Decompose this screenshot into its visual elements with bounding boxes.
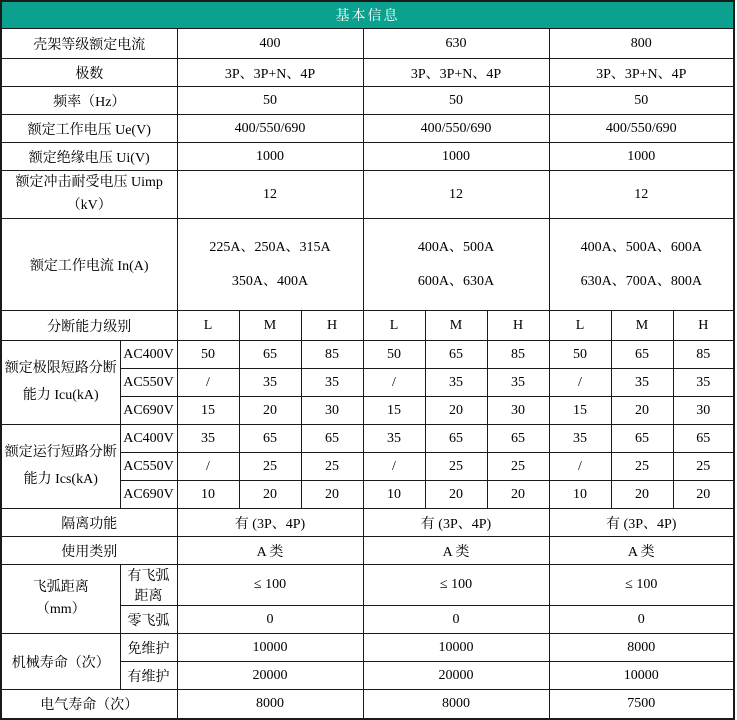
- cell-ics: 65: [487, 425, 549, 453]
- sub-label-icu-ac400v: AC400V: [120, 341, 177, 369]
- cell-ue-800: 400/550/690: [549, 115, 734, 143]
- cell-in-630: [363, 219, 549, 311]
- arc-label-line2: （mm）: [35, 602, 86, 617]
- table-row: [1, 509, 734, 537]
- sub-label-icu-ac690v: AC690V: [120, 397, 177, 425]
- cell-icu: 20: [425, 397, 487, 425]
- cell-ics: 65: [239, 425, 301, 453]
- cell-ics: 20: [425, 481, 487, 509]
- row-label-uimp: [1, 171, 177, 219]
- row-label-ics: 额定运行短路分断能力 Ics(kA): [1, 425, 120, 509]
- table-row: [1, 87, 734, 115]
- cell-category-630: A 类: [363, 537, 549, 565]
- cell-uimp-800: 12: [549, 171, 734, 219]
- table-row: [1, 311, 734, 341]
- row-label-isolation: 隔离功能: [1, 509, 177, 537]
- cell-icu: 35: [301, 369, 363, 397]
- cell-isolation-800: 有 (3P、4P): [549, 509, 734, 537]
- cell-in-400: [177, 219, 363, 311]
- cell-frequency-630: 50: [363, 87, 549, 115]
- cell-icu: 50: [549, 341, 611, 369]
- cell-ics: 35: [363, 425, 425, 453]
- table-row: [1, 537, 734, 565]
- cell-level: H: [301, 311, 363, 341]
- cell-isolation-400: 有 (3P、4P): [177, 509, 363, 537]
- cell-icu: 15: [177, 397, 239, 425]
- sub-label-ics-ac400v: AC400V: [120, 425, 177, 453]
- cell-icu: 20: [611, 397, 673, 425]
- cell-icu: 85: [301, 341, 363, 369]
- cell-level: L: [363, 311, 425, 341]
- cell-mech-free-400: 10000: [177, 634, 363, 662]
- in-630-line1: 400A、500A: [417, 239, 495, 255]
- row-label-breaking-level: 分断能力级别: [1, 311, 177, 341]
- cell-icu: 35: [425, 369, 487, 397]
- cell-category-800: A 类: [549, 537, 734, 565]
- cell-ics: 25: [673, 453, 734, 481]
- table-row: [1, 565, 734, 606]
- cell-icu: 35: [487, 369, 549, 397]
- cell-ics: 20: [673, 481, 734, 509]
- cell-ics: 25: [239, 453, 301, 481]
- row-label-ui: 额定绝缘电压 Ui(V): [1, 143, 177, 171]
- cell-poles-800: 3P、3P+N、4P: [549, 59, 734, 87]
- cell-icu: /: [177, 369, 239, 397]
- cell-arc-630: ≤ 100: [363, 565, 549, 606]
- cell-ics: 65: [611, 425, 673, 453]
- table-row: [1, 115, 734, 143]
- cell-ics: 20: [487, 481, 549, 509]
- cell-elec-630: 8000: [363, 690, 549, 719]
- cell-ics: 10: [549, 481, 611, 509]
- row-label-mech-life: 机械寿命（次）: [1, 634, 120, 690]
- in-800-line2: 630A、700A、800A: [580, 273, 702, 289]
- cell-icu: 30: [673, 397, 734, 425]
- sub-label-ics-ac690v: AC690V: [120, 481, 177, 509]
- cell-isolation-630: 有 (3P、4P): [363, 509, 549, 537]
- table-row: [1, 143, 734, 171]
- cell-uimp-400: 12: [177, 171, 363, 219]
- uimp-label-line2: （kV）: [66, 197, 112, 213]
- cell-mech-free-630: 10000: [363, 634, 549, 662]
- sub-label-ics-ac550v: AC550V: [120, 453, 177, 481]
- cell-icu: 15: [363, 397, 425, 425]
- cell-icu: 35: [611, 369, 673, 397]
- cell-arc-zero-400: 0: [177, 606, 363, 634]
- cell-poles-400: 3P、3P+N、4P: [177, 59, 363, 87]
- cell-elec-800: 7500: [549, 690, 734, 719]
- in-630-line2: 600A、630A: [417, 273, 495, 289]
- cell-frequency-800: 50: [549, 87, 734, 115]
- cell-mech-maint-400: 20000: [177, 662, 363, 690]
- cell-level: M: [239, 311, 301, 341]
- cell-frame-current-400: 400: [177, 29, 363, 59]
- sub-label-mech-maint: 有维护: [120, 662, 177, 690]
- cell-ics: /: [363, 453, 425, 481]
- cell-ics: 25: [301, 453, 363, 481]
- cell-ics: 35: [549, 425, 611, 453]
- cell-level: H: [487, 311, 549, 341]
- table-row: [1, 29, 734, 59]
- table-row: [1, 59, 734, 87]
- cell-mech-free-800: 8000: [549, 634, 734, 662]
- table-row: [1, 634, 734, 662]
- table-row: [1, 171, 734, 219]
- in-800-line1: 400A、500A、600A: [580, 239, 702, 255]
- cell-ics: 20: [611, 481, 673, 509]
- cell-icu: 30: [487, 397, 549, 425]
- cell-poles-630: 3P、3P+N、4P: [363, 59, 549, 87]
- cell-icu: 50: [177, 341, 239, 369]
- row-label-elec-life: 电气寿命（次）: [1, 690, 177, 719]
- cell-elec-400: 8000: [177, 690, 363, 719]
- cell-icu: 65: [611, 341, 673, 369]
- in-400-line2: 350A、400A: [231, 273, 309, 289]
- cell-in-800: [549, 219, 734, 311]
- cell-level: L: [177, 311, 239, 341]
- cell-ue-630: 400/550/690: [363, 115, 549, 143]
- table-title: 基本信息: [1, 1, 734, 29]
- row-label-poles: 极数: [1, 59, 177, 87]
- cell-ui-400: 1000: [177, 143, 363, 171]
- cell-ics: 20: [239, 481, 301, 509]
- row-label-icu: 额定极限短路分断能力 Icu(kA): [1, 341, 120, 425]
- cell-icu: /: [549, 369, 611, 397]
- cell-icu: 35: [239, 369, 301, 397]
- cell-mech-maint-800: 10000: [549, 662, 734, 690]
- table-row: [1, 690, 734, 719]
- cell-icu: 65: [425, 341, 487, 369]
- cell-icu: /: [363, 369, 425, 397]
- cell-ui-800: 1000: [549, 143, 734, 171]
- table-row: [1, 341, 734, 369]
- row-label-in-current: 额定工作电流 In(A): [1, 219, 177, 311]
- row-label-arc: [1, 565, 120, 634]
- cell-level: H: [673, 311, 734, 341]
- in-400-line1: 225A、250A、315A: [209, 239, 331, 255]
- cell-mech-maint-630: 20000: [363, 662, 549, 690]
- cell-ics: 10: [177, 481, 239, 509]
- cell-ics: 10: [363, 481, 425, 509]
- sub-label-icu-ac550v: AC550V: [120, 369, 177, 397]
- cell-ics: 25: [487, 453, 549, 481]
- cell-uimp-630: 12: [363, 171, 549, 219]
- cell-ui-630: 1000: [363, 143, 549, 171]
- sub-label-mech-free: 免维护: [120, 634, 177, 662]
- cell-ics: 35: [177, 425, 239, 453]
- sub-label-arc-with: 有飞弧距离: [120, 565, 177, 606]
- table-row: [1, 425, 734, 453]
- row-label-category: 使用类别: [1, 537, 177, 565]
- row-label-frequency: 频率（Hz）: [1, 87, 177, 115]
- cell-ue-400: 400/550/690: [177, 115, 363, 143]
- cell-ics: /: [549, 453, 611, 481]
- sub-label-arc-zero: 零飞弧: [120, 606, 177, 634]
- cell-icu: 50: [363, 341, 425, 369]
- cell-icu: 20: [239, 397, 301, 425]
- cell-frame-current-800: 800: [549, 29, 734, 59]
- cell-frame-current-630: 630: [363, 29, 549, 59]
- cell-ics: 25: [425, 453, 487, 481]
- cell-icu: 65: [239, 341, 301, 369]
- cell-ics: 20: [301, 481, 363, 509]
- cell-icu: 85: [673, 341, 734, 369]
- cell-ics: 65: [673, 425, 734, 453]
- cell-category-400: A 类: [177, 537, 363, 565]
- cell-ics: 65: [301, 425, 363, 453]
- row-label-frame-current: 壳架等级额定电流: [1, 29, 177, 59]
- arc-label-line1: 飞弧距离: [32, 579, 89, 595]
- cell-level: M: [611, 311, 673, 341]
- cell-icu: 35: [673, 369, 734, 397]
- uimp-label-line1: 额定冲击耐受电压 Uimp: [15, 175, 163, 191]
- cell-arc-zero-630: 0: [363, 606, 549, 634]
- cell-arc-800: ≤ 100: [549, 565, 734, 606]
- cell-ics: 25: [611, 453, 673, 481]
- cell-arc-zero-800: 0: [549, 606, 734, 634]
- cell-level: L: [549, 311, 611, 341]
- cell-frequency-400: 50: [177, 87, 363, 115]
- cell-icu: 30: [301, 397, 363, 425]
- table-row: [1, 219, 734, 311]
- cell-icu: 85: [487, 341, 549, 369]
- cell-arc-400: ≤ 100: [177, 565, 363, 606]
- cell-ics: 65: [425, 425, 487, 453]
- cell-icu: 15: [549, 397, 611, 425]
- row-label-ue: 额定工作电压 Ue(V): [1, 115, 177, 143]
- cell-ics: /: [177, 453, 239, 481]
- cell-level: M: [425, 311, 487, 341]
